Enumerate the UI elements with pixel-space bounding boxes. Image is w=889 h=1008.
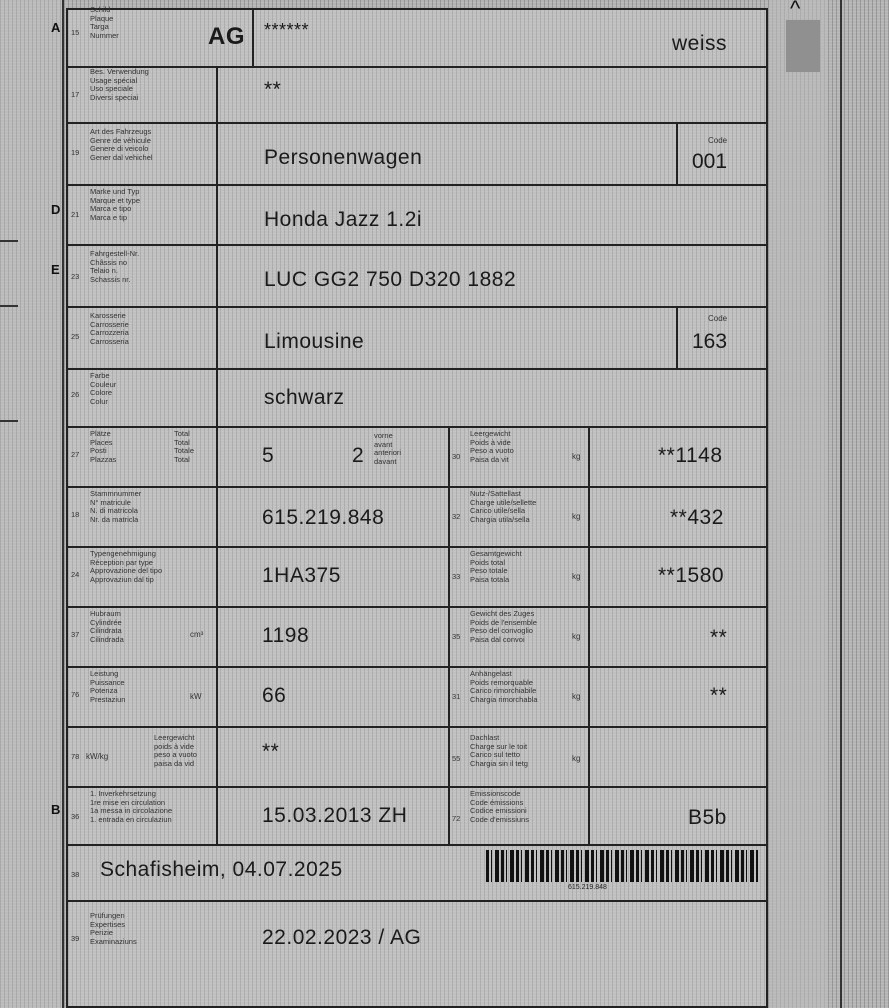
field-number-2: 30 bbox=[452, 452, 461, 461]
row-color bbox=[68, 368, 766, 428]
make-model-value: Honda Jazz 1.2i bbox=[264, 208, 423, 231]
field-label-2: Gesamtgewicht Poids total Peso totale Paisa totala bbox=[470, 549, 522, 584]
chevron-up-icon[interactable]: ^ bbox=[790, 0, 801, 21]
vehicle-type-value: Personenwagen bbox=[264, 146, 423, 169]
background-document-left bbox=[0, 0, 64, 1008]
row-body-type bbox=[68, 306, 766, 370]
field-number: 18 bbox=[71, 510, 80, 519]
field-label-2: Nutz-/Sattellast Charge utile/sellette Carico utile/sella Chargia utila/sella bbox=[470, 489, 537, 524]
margin-letter-e: E bbox=[51, 262, 60, 277]
row-plate bbox=[68, 5, 766, 68]
field-number-2: 35 bbox=[452, 632, 461, 641]
field-label: Art des Fahrzeugs Genre de véhicule Genere di veicolo Gener dal vehichel bbox=[90, 127, 153, 162]
body-type-value: Limousine bbox=[264, 330, 365, 353]
unit: kW bbox=[190, 692, 202, 701]
row-matriculation-payload bbox=[68, 486, 766, 548]
empty-weight-value: **1148 bbox=[658, 444, 723, 467]
margin-letter-d: D bbox=[51, 202, 61, 217]
field-label: Leergewicht poids à vide peso a vuoto paisa da vid bbox=[154, 733, 197, 768]
total-label: Total Total Totale Total bbox=[174, 429, 195, 464]
unit: kg bbox=[572, 512, 581, 521]
row-seats-empty-weight bbox=[68, 426, 766, 488]
payload-value: **432 bbox=[670, 506, 724, 529]
row-power-weight-roof-load bbox=[68, 726, 766, 788]
field-number: 78 bbox=[71, 752, 80, 761]
scrollbar-track[interactable] bbox=[770, 0, 828, 1008]
code-label: Code bbox=[708, 136, 728, 145]
field-number: 17 bbox=[71, 90, 80, 99]
scrollbar-thumb[interactable] bbox=[786, 20, 820, 72]
type-approval-value: 1HA375 bbox=[262, 564, 341, 587]
row-power-towing-load bbox=[68, 666, 766, 728]
field-label: Farbe Couleur Colore Colur bbox=[90, 371, 117, 406]
field-number-2: 55 bbox=[452, 754, 461, 763]
displacement-value: 1198 bbox=[262, 624, 310, 647]
field-number: 21 bbox=[71, 210, 80, 219]
unit-2: kg bbox=[572, 754, 581, 763]
row-special-usage bbox=[68, 66, 766, 124]
power-weight-value: ** bbox=[262, 740, 280, 763]
unit-2: kg bbox=[572, 692, 581, 701]
emission-code-value: B5b bbox=[688, 806, 727, 829]
field-number-2: 72 bbox=[452, 814, 461, 823]
field-label-2: Leergewicht Poids à vide Peso a vuoto Paisa da vit bbox=[470, 429, 514, 464]
plate-number: ****** bbox=[264, 20, 310, 40]
body-type-code: 163 bbox=[692, 330, 728, 353]
field-label: Karosserie Carrosserie Carrozzeria Carrosseria bbox=[90, 311, 129, 346]
field-label: Prüfungen Expertises Perizie Examinaziuns bbox=[90, 911, 137, 946]
first-registration-value: 15.03.2013 ZH bbox=[262, 804, 408, 827]
canton-code: AG bbox=[208, 23, 245, 50]
row-inspections bbox=[68, 900, 766, 1006]
color-value: schwarz bbox=[264, 386, 345, 409]
field-label-2: Emissionscode Code émissions Codice emissioni Code d'emissiuns bbox=[470, 789, 529, 824]
field-label: Plätze Places Posti Plazzas bbox=[90, 429, 117, 464]
seats-total: 5 bbox=[262, 444, 275, 467]
special-usage-value: ** bbox=[264, 78, 282, 101]
towing-load-value: ** bbox=[710, 684, 728, 707]
row-make-model bbox=[68, 184, 766, 246]
field-label: Hubraum Cylindrée Cilindrata Cilindrada bbox=[90, 609, 124, 644]
field-number: 39 bbox=[71, 934, 80, 943]
place-date-value: Schafisheim, 04.07.2025 bbox=[100, 858, 343, 881]
field-number: 38 bbox=[71, 870, 80, 879]
unit: kg bbox=[572, 452, 581, 461]
field-number: 36 bbox=[71, 812, 80, 821]
code-label: Code bbox=[708, 314, 728, 323]
field-label: 1. Inverkehrsetzung 1re mise en circulation 1a messa in circolazione 1. entrada en circulaziun bbox=[90, 789, 173, 824]
plate-color: weiss bbox=[672, 32, 728, 55]
row-displacement-train-weight bbox=[68, 606, 766, 668]
field-number-2: 33 bbox=[452, 572, 461, 581]
barcode bbox=[486, 850, 758, 882]
field-number: 26 bbox=[71, 390, 80, 399]
barcode-number: 615.219.848 bbox=[568, 884, 607, 891]
field-label: Leistung Puissance Potenza Prestaziun bbox=[90, 669, 126, 704]
margin-letter-a: A bbox=[51, 20, 61, 35]
field-number: 23 bbox=[71, 272, 80, 281]
field-label-2: Anhängelast Poids remorquable Carico rimorchiabile Chargia rimorchabla bbox=[470, 669, 538, 704]
window-edge bbox=[840, 0, 842, 1008]
field-number: 19 bbox=[71, 148, 80, 157]
row-type-approval-total-weight bbox=[68, 546, 766, 608]
front-label: vorne avant anteriori davant bbox=[374, 431, 402, 466]
row-place-date-barcode bbox=[68, 844, 766, 902]
field-number-2: 32 bbox=[452, 512, 461, 521]
field-label: Typengenehmigung Réception par type Approvazione del tipo Approvaziun dal tip bbox=[90, 549, 163, 584]
field-label-2: Gewicht des Zuges Poids de l'ensemble Peso del convoglio Paisa dal convoi bbox=[470, 609, 537, 644]
chassis-number-value: LUC GG2 750 D320 1882 bbox=[264, 268, 517, 291]
total-weight-value: **1580 bbox=[658, 564, 725, 587]
vehicle-registration-form bbox=[66, 5, 768, 1008]
field-label: Stammnummer N° matricule N. di matricola Nr. da matricla bbox=[90, 489, 142, 524]
vehicle-type-code: 001 bbox=[692, 150, 728, 173]
field-label: Marke und Typ Marque et type Marca e tipo Marca e tip bbox=[90, 187, 141, 222]
field-label-2: Dachlast Charge sur le toit Carico sul tetto Chargia sin il tetg bbox=[470, 733, 528, 768]
field-number: 76 bbox=[71, 690, 80, 699]
margin-letter-b: B bbox=[51, 802, 61, 817]
field-number: 37 bbox=[71, 630, 80, 639]
field-label: Fahrgestell-Nr. Châssis no Telaio n. Schassis nr. bbox=[90, 249, 140, 284]
unit-2: kg bbox=[572, 632, 581, 641]
inspection-value: 22.02.2023 / AG bbox=[262, 926, 422, 949]
train-weight-value: ** bbox=[710, 626, 728, 649]
field-number: 27 bbox=[71, 450, 80, 459]
matriculation-number: 615.219.848 bbox=[262, 506, 385, 529]
field-label: Schild Plaque Targa Nummer bbox=[90, 5, 119, 40]
power-value: 66 bbox=[262, 684, 287, 707]
row-first-registration-emission bbox=[68, 786, 766, 846]
seats-front: 2 bbox=[352, 444, 365, 467]
field-number-2: 31 bbox=[452, 692, 461, 701]
field-number: 24 bbox=[71, 570, 80, 579]
row-chassis-number bbox=[68, 244, 766, 308]
row-vehicle-type bbox=[68, 122, 766, 186]
unit: kg bbox=[572, 572, 581, 581]
field-number: 15 bbox=[71, 28, 80, 37]
field-label: Bes. Verwendung Usage spécial Uso speciale Diversi speciai bbox=[90, 67, 149, 102]
unit: cm³ bbox=[190, 630, 204, 639]
field-number: 25 bbox=[71, 332, 80, 341]
unit: kW/kg bbox=[86, 752, 109, 761]
